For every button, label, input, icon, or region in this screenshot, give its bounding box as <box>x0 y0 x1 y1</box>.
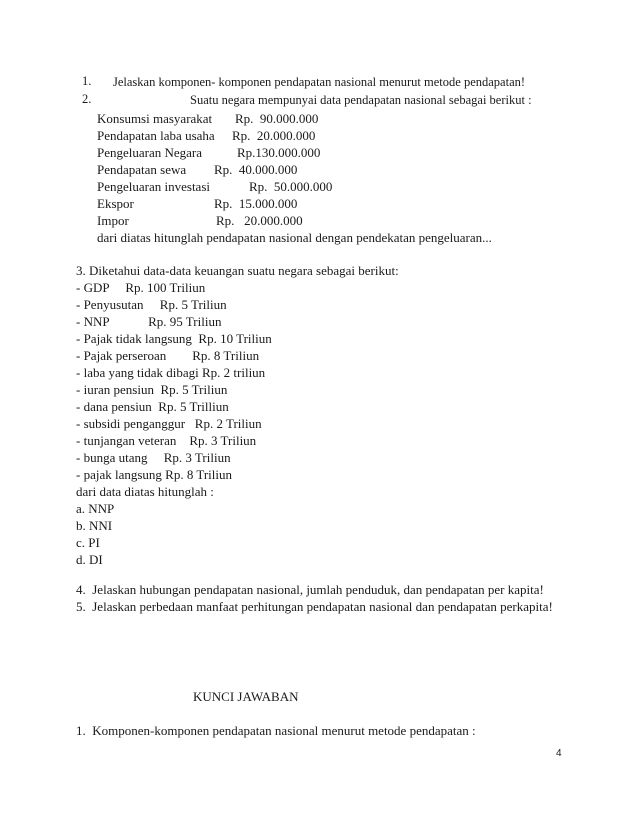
q2-item-value: Rp. 50.000.000 <box>249 179 333 194</box>
q2-item-label: Ekspor <box>97 196 134 211</box>
q1-number: 1. <box>82 74 92 88</box>
q2-item-label: Pengeluaran investasi <box>97 179 210 194</box>
q3-line: - iuran pensiun Rp. 5 Triliun <box>76 382 228 397</box>
q3-title: 3. Diketahui data-data keuangan suatu negara sebagai berikut: <box>76 263 399 278</box>
q2-item-label: Pendapatan sewa <box>97 162 187 177</box>
q2-item-value: Rp.130.000.000 <box>237 145 321 160</box>
q3-line: - Pajak perseroan Rp. 8 Triliun <box>76 348 260 363</box>
q3-line: - Penyusutan Rp. 5 Triliun <box>76 297 227 312</box>
q2-item-value: Rp. 15.000.000 <box>214 196 298 211</box>
q2-item-value: Rp. 90.000.000 <box>235 111 319 126</box>
answer-key-title: KUNCI JAWABAN <box>193 689 299 704</box>
q3-line: - pajak langsung Rp. 8 Triliun <box>76 467 233 482</box>
q2-footer: dari diatas hitunglah pendapatan nasional dengan pendekatan pengeluaran... <box>97 230 492 245</box>
q3-line: b. NNI <box>76 518 113 533</box>
q3-line: - subsidi penganggur Rp. 2 Triliun <box>76 416 262 431</box>
q3-line: a. NNP <box>76 501 115 516</box>
q3-line: - Pajak tidak langsung Rp. 10 Triliun <box>76 331 272 346</box>
q3-line: - GDP Rp. 100 Triliun <box>76 280 206 295</box>
q1-text: Jelaskan komponen- komponen pendapatan nasional menurut metode pendapatan! <box>113 75 526 89</box>
q3-line: - NNP Rp. 95 Triliun <box>76 314 222 329</box>
page-number: 4 <box>556 748 562 759</box>
q3-line: - tunjangan veteran Rp. 3 Triliun <box>76 433 257 448</box>
q2-text: Suatu negara mempunyai data pendapatan nasional sebagai berikut : <box>190 93 532 107</box>
q2-item-value: Rp. 20.000.000 <box>216 213 303 228</box>
q2-item-value: Rp. 20.000.000 <box>232 128 316 143</box>
q4-text: 4. Jelaskan hubungan pendapatan nasional, jumlah penduduk, dan pendapatan per kapita! <box>76 582 544 597</box>
q3-line: - dana pensiun Rp. 5 Trilliun <box>76 399 229 414</box>
q2-item-label: Pendapatan laba usaha <box>97 128 215 143</box>
q2-item-label: Konsumsi masyarakat <box>97 111 213 126</box>
q3-line: - laba yang tidak dibagi Rp. 2 triliun <box>76 365 266 380</box>
q2-item-label: Impor <box>97 213 129 228</box>
q3-line: d. DI <box>76 552 103 567</box>
q3-line: dari data diatas hitunglah : <box>76 484 214 499</box>
q3-line: - bunga utang Rp. 3 Triliun <box>76 450 231 465</box>
q3-line: c. PI <box>76 535 100 550</box>
q2-item-value: Rp. 40.000.000 <box>214 162 298 177</box>
q5-text: 5. Jelaskan perbedaan manfaat perhitungan pendapatan nasional dan pendapatan perkapita! <box>76 599 553 614</box>
q2-item-label: Pengeluaran Negara <box>97 145 203 160</box>
q2-number: 2. <box>82 92 92 106</box>
answer-1-text: 1. Komponen-komponen pendapatan nasional menurut metode pendapatan : <box>76 723 476 738</box>
